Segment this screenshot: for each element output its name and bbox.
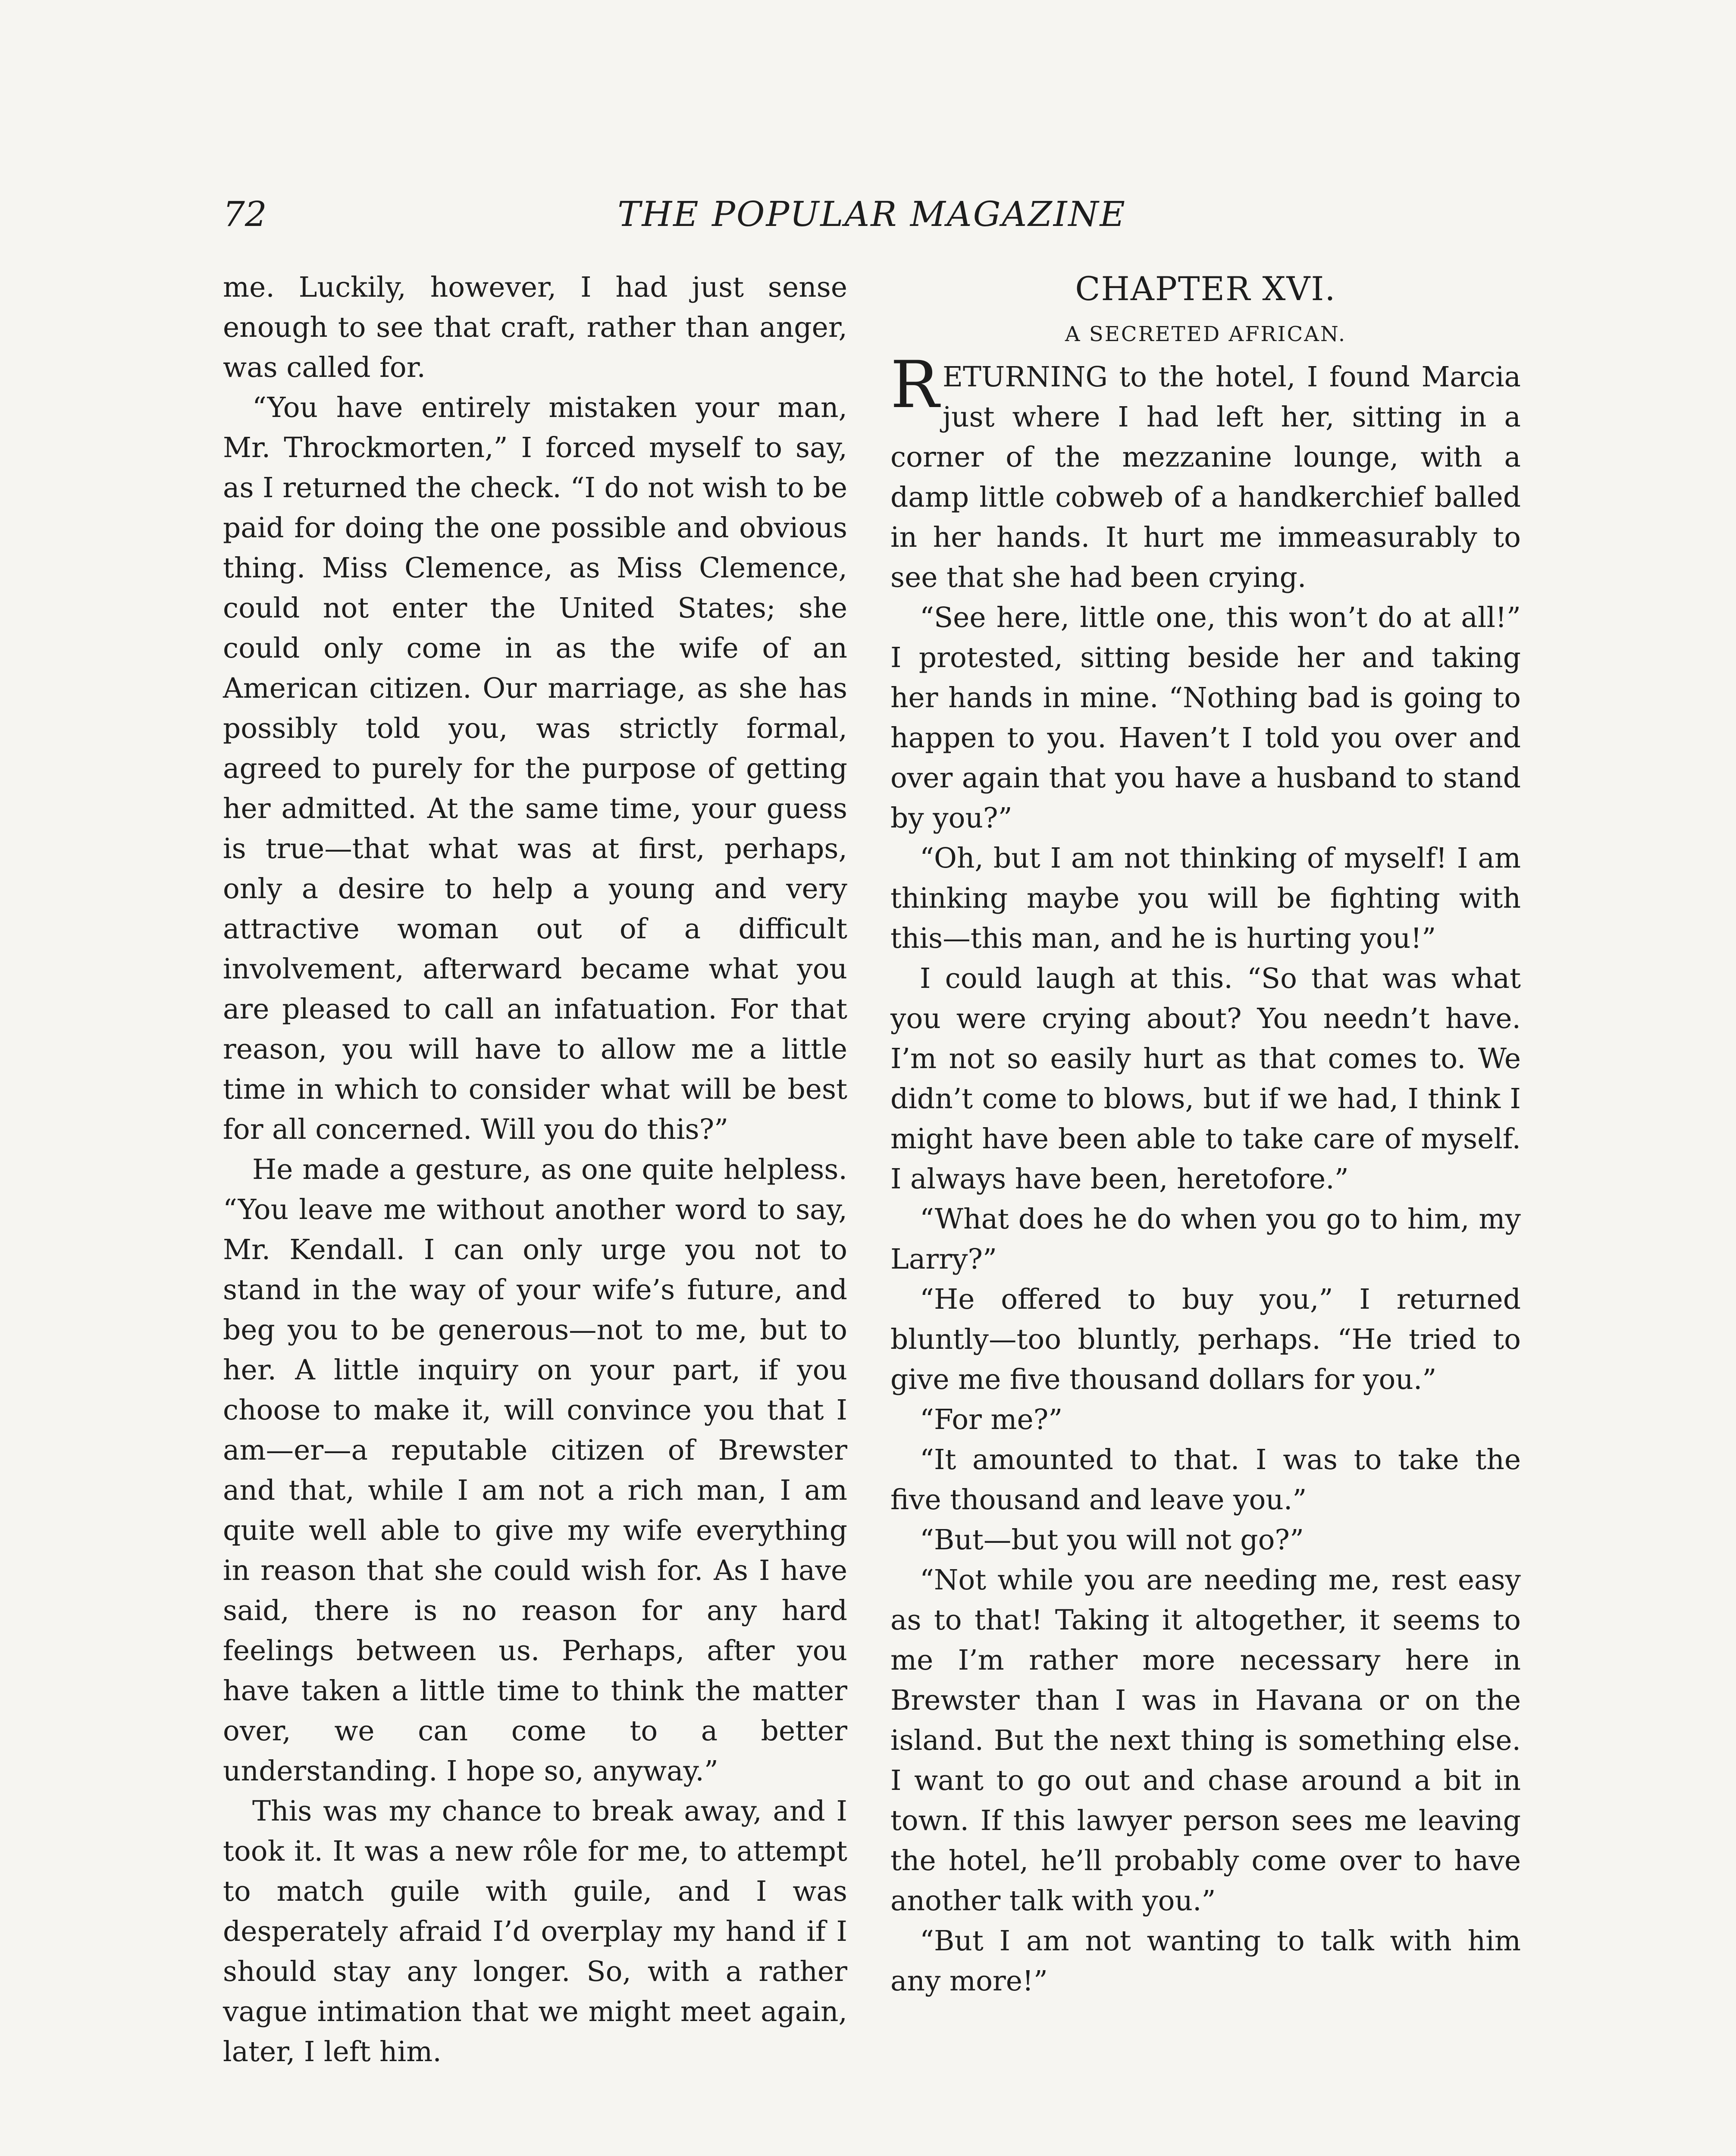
paragraph: “For me?”	[920, 1404, 1063, 1436]
running-head	[223, 185, 1521, 246]
paragraph: “He offered to buy you,” I returned bluntly—too bluntly, perhaps. “He tried to give me five thousand dollars for you.”	[890, 1283, 1521, 1396]
paragraph: “What does he do when you go to him, my Larry?”	[890, 1203, 1521, 1275]
chapter-title: CHAPTER XVI.	[1075, 270, 1336, 308]
paragraph: He made a gesture, as one quite helpless. “You leave me without another word to say, Mr. Kendall. I can only urge you not to stand in the way of your wife’s future, and beg you to be generous—not to me, but to her. A little inquiry on your part, if you choose to make it, will convince you that I am—er—a reputable citizen of Brewster and that, while I am not a rich man, I am quite well able to give my wife everything in reason that she could wish for. As I have said, there is no reason for any hard feelings between us. Perhaps, after you have taken a little time to think the matter over, we can come to a better understanding. I hope so, anyway.”	[223, 1153, 847, 1787]
paragraph: “It amounted to that. I was to take the five thousand and leave you.”	[890, 1444, 1521, 1516]
paragraph: I could laugh at this. “So that was what you were crying about? You needn’t have. I’m not so easily hurt as that comes to. We didn’t come to blows, but if we had, I think I might have been able to take care of myself. I always have been, heretofore.”	[890, 962, 1521, 1195]
paragraph: “You have entirely mistaken your man, Mr. Throckmorten,” I forced myself to say, as I returned the check. “I do not wish to be paid for doing the one possible and obvious thing. Miss Clemence, as Miss Clemence, could not enter the United States; she could only come in as the wife of an American citizen. Our marriage, as she has possibly told you, was strictly formal, agreed to purely for the purpose of getting her admitted. At the same time, your guess is true—that what was at first, perhaps, only a desire to help a young and very attractive woman out of a difficult involvement, afterward became what you are pleased to call an infatuation. For that reason, you will have to allow me a little time in which to consider what will be best for all concerned. Will you do this?”	[223, 392, 847, 1146]
right-column	[890, 267, 1521, 2001]
paragraph: This was my chance to break away, and I took it. It was a new rôle for me, to attempt to match guile with guile, and I was desperately afraid I’d overplay my hand if I should stay any longer. So, with a rather vague intimation that we might meet again, later, I left him.	[223, 1795, 847, 2068]
magazine-title: THE POPULAR MAGAZINE	[617, 194, 1126, 234]
opening-text: ETURNING to the hotel, I found Marcia just where I had left her, sitting in a corner of the mezzanine lounge, with a damp little cobweb of a handkerchief balled in her hands. It hurt me immeasurably to see that she had been crying.	[890, 361, 1521, 594]
paragraph: “But—but you will not go?”	[920, 1524, 1304, 1556]
paragraph: me. Luckily, however, I had just sense enough to see that craft, rather than anger, was called for.	[223, 271, 847, 384]
paragraph: “Not while you are needing me, rest easy as to that! Taking it altogether, it seems to me I’m rather more necessary here in Brewster than I was in Havana or on the island. But the next thing is something else. I want to go out and chase around a bit in town. If this lawyer person sees me leaving the hotel, he’ll probably come over to have another talk with you.”	[890, 1564, 1521, 1917]
paragraph: “Oh, but I am not thinking of myself! I am thinking maybe you will be fighting with this—this man, and he is hurting you!”	[890, 842, 1521, 955]
paragraph: “See here, little one, this won’t do at all!” I protested, sitting beside her and taking her hands in mine. “Nothing bad is going to happen to you. Haven’t I told you over and over again that you have a husband to stand by you?”	[890, 602, 1521, 834]
chapter-subtitle: A SECRETED AFRICAN.	[1065, 322, 1347, 346]
left-column	[223, 267, 847, 2072]
page-number: 72	[223, 194, 267, 234]
paragraph: “But I am not wanting to talk with him any more!”	[890, 1925, 1521, 1997]
drop-cap: R	[890, 348, 939, 423]
chapter-opening-paragraph	[890, 348, 1521, 598]
